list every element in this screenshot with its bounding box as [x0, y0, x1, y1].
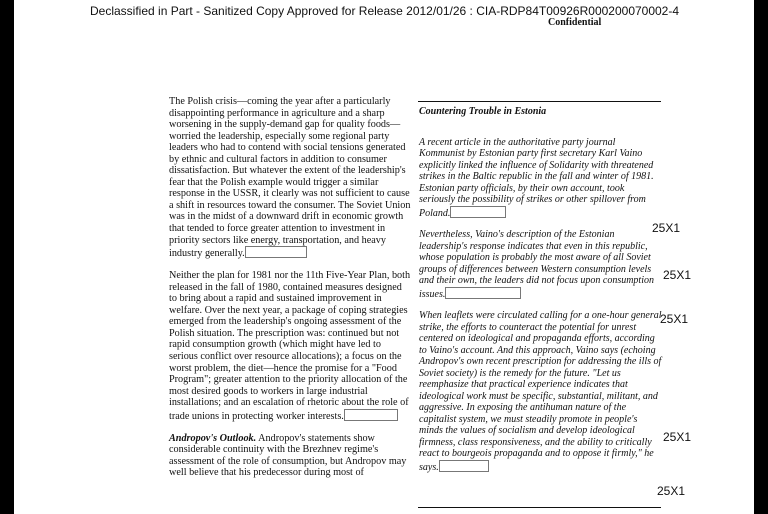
paragraph-text: The Polish crisis—coming the year after a particularly disappointing performance in agriculture and a sharp worsening in the supply-demand gap for quality foods—worried the leadership, especially some regional party leaders who had to contend with social tensions generated by ethnic and cultural factors in addition to consumer dissatisfaction. But whatever the extent of the leadership's fear that the Polish example would trigger a similar response in the USSR, it clearly was not sufficient to cause a shift in resources toward the consumer. The Soviet Union was in the midst of a downward drift in economic growth that tended to force greater attention to investment in priority sectors like energy, transportation, and heavy industry generally. [169, 96, 411, 260]
section-runin-heading: Andropov's Outlook. [169, 432, 257, 444]
paragraph-text: When leaflets were circulated calling for a one-hour general strike, the efforts to counteract the potential for unrest centered on ideological and propaganda efforts, according to Vaino's account. And this approach, Vaino says (echoing Andropov's own recent prescription for addressing the ills of Soviet society) is the remedy for the future. "Let us reemphasize that practical experience indicates that ideological work must be specific, substantial, militant, and aggressive. In exposing the antihuman nature of the capitalist system, we must steadily promote in people's minds the values of socialism and develop ideological firmness, class responsiveness, and the ability to critically react to bourgeois propaganda and to oppose it firmly," he says. [419, 310, 662, 473]
box-paragraph-leaflets [419, 310, 662, 473]
redaction-box [344, 409, 398, 421]
box-paragraph-vaino-response [419, 229, 662, 300]
redaction-box [245, 246, 307, 258]
redaction-code-marker: 25X1 [660, 312, 689, 326]
redaction-box [439, 460, 489, 472]
box-paragraph-kommunist [419, 137, 662, 220]
left-column [169, 96, 411, 489]
paragraph-text: Neither the plan for 1981 nor the 11th Five-Year Plan, both released in the fall of 1980, contained measures designed to bring about a rapid and sustained improvement in welfare. Over the next year, a package of coping strategies emerged from the leadership's ongoing assessment of the Polish situation. The prescription was: continued but not rapid consumption growth (which might have led to serious conflict over resource allocations); a focus on the worst problem, the diet—hence the promise for a "Food Program"; greater attention to the priority allocation of the most desired goods to workers in large industrial installations; and an escalation of rhetoric about the role of trade unions in protecting worker interests. [169, 270, 411, 422]
redaction-box [445, 287, 521, 299]
paragraph-polish-crisis [169, 96, 411, 260]
redaction-box [450, 206, 506, 218]
paragraph-andropov-outlook [169, 433, 411, 479]
paragraph-five-year-plan [169, 270, 411, 422]
box-title: Countering Trouble in Estonia [419, 106, 547, 117]
scan-border-right [754, 0, 768, 514]
redaction-code-marker: 25X1 [657, 484, 686, 498]
scan-border-left [0, 0, 14, 514]
redaction-code-marker: 25X1 [663, 268, 692, 282]
declassification-header: Declassified in Part - Sanitized Copy Approved for Release 2012/01/26 : CIA-RDP84T00926R000200070002-4 [90, 4, 680, 18]
classification-label: Confidential [548, 17, 602, 28]
redaction-code-marker: 25X1 [663, 430, 692, 444]
sidebar-box [419, 106, 662, 483]
paragraph-text: Nevertheless, Vaino's description of the Estonian leadership's response indicates that even in this republic, whose population is probably the most aware of all Soviet groups of differences between Western consumption levels and their own, the leaders did not focus upon consumption issues. [419, 229, 654, 300]
redaction-code-marker: 25X1 [652, 221, 681, 235]
box-top-rule [418, 101, 661, 102]
paragraph-text: Andropov's statements show considerable continuity with the Brezhnev regime's assessment of the role of consumption, but Andropov may well believe that his predecessor during most of [169, 432, 407, 479]
box-bottom-rule [418, 507, 661, 508]
paragraph-text: A recent article in the authoritative party journal Kommunist by Estonian party first secretary Karl Vaino explicitly linked the influence of Solidarity with threatened strikes in the Baltic republic in the fall and winter of 1981. Estonian party officials, by their own account, took seriously the possibility of strikes or other spillover from Poland. [419, 136, 654, 219]
